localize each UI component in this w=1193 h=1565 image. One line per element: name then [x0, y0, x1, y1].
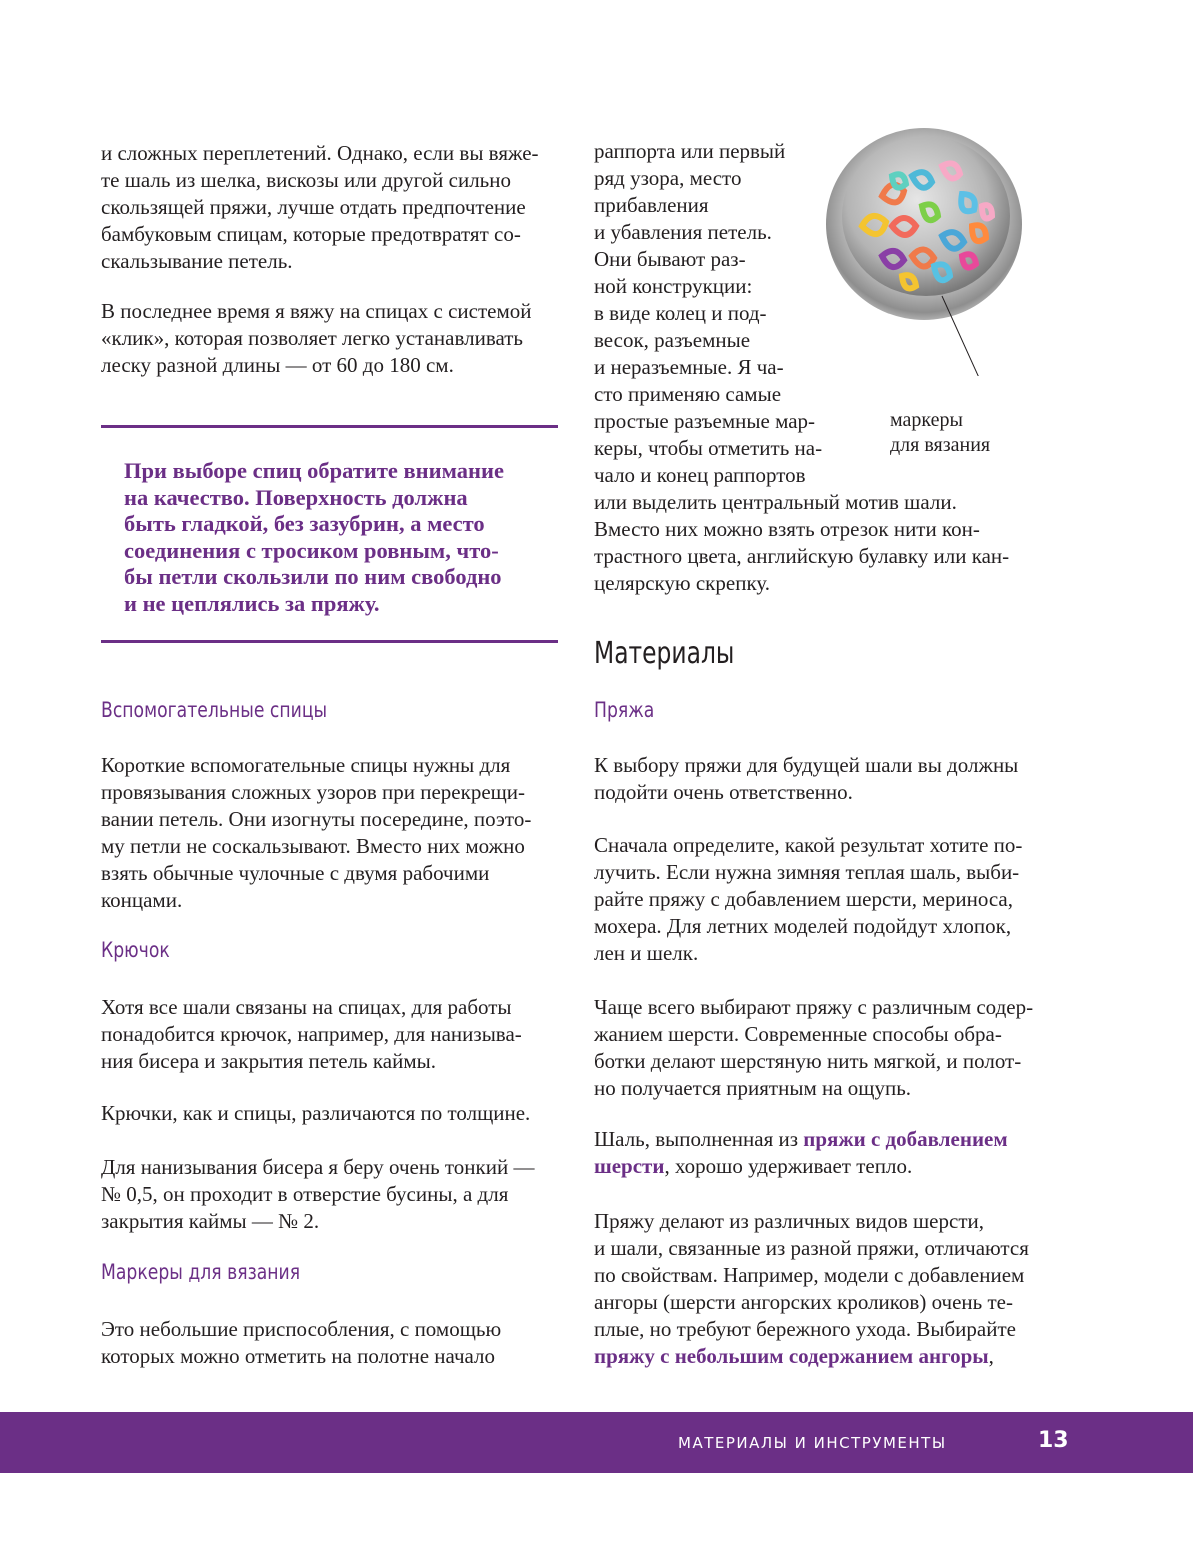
stitch-markers-bowl-photo [822, 106, 1022, 376]
wool-yarn-link[interactable]: пряжи с добавлением [803, 1127, 1008, 1151]
yarn-wool-paragraph: Чаще всего выбирают пряжу с различным содер- жанием шерсти. Современные способы обра- ботки делают шерстяную нить мягкой, и полот- но получается приятным на ощупь. [594, 995, 1034, 1100]
callout-top-rule [101, 425, 558, 428]
heading-yarn: Пряжа [594, 698, 655, 722]
markers-paragraph: Это небольшие приспособления, с помощью которых можно отметить на полотне начало [101, 1317, 502, 1368]
page-number: 13 [1038, 1428, 1069, 1453]
markers-continued-wrap: раппорта или первый ряд узора, место прибавления и убавления петель. Они бывают раз- ной конструкции: в виде колец и под- весок, разъемные и неразъемные. Я ча- сто применяю самые простые разъемные мар- керы, чтобы отметить на- чало и конец раппортов или выделить центральный мотив шали. Вместо них можно взять отрезок нити кон- трастного цвета, английскую булавку или кан- целярскую скрепку. [594, 139, 1010, 595]
yarn-types-paragraph: Пряжу делают из различных видов шерсти, и шали, связанные из разной пряжи, отличаются по свойствам. Например, модели с добавлением ангоры (шерсти ангорских кроликов) очень те- плые, но требуют бережного ухода. Выбирайте пряжу с небольшим содержанием ангоры, [594, 1209, 1029, 1368]
yarn-intro-paragraph: К выбору пряжи для будущей шали вы должны подойти очень ответственно. [594, 753, 1019, 804]
hook-paragraph: Хотя все шали связаны на спицах, для работы понадобится крючок, например, для нанизыва- ния бисера и закрытия петель каймы. [101, 995, 522, 1073]
heading-materials: Материалы [594, 636, 735, 671]
hook-thickness-paragraph: Крючки, как и спицы, различаются по толщине. [101, 1101, 531, 1125]
angora-yarn-link[interactable]: пряжу с небольшим содержанием ангоры [594, 1344, 989, 1368]
heading-hook: Крючок [101, 938, 170, 962]
heading-auxiliary-needles: Вспомогательные спицы [101, 698, 328, 722]
click-needles-paragraph: В последнее время я вяжу на спицах с системой «клик», которая позволяет легко устанавливать леску разной длины — от 60 до 180 см. [101, 299, 532, 377]
bead-hook-paragraph: Для нанизывания бисера я беру очень тонкий — № 0,5, он проходит в отверстие бусины, а для закрытия каймы — № 2. [101, 1155, 535, 1233]
yarn-result-paragraph: Сначала определите, какой результат хотите по- лучить. Если нужна зимняя теплая шаль, выби- райте пряжу с добавлением шерсти, мериноса, мохера. Для летних моделей подойдут хлопок, лен и шелк. [594, 833, 1023, 965]
wool-yarn-link-cont[interactable]: шерсти [594, 1154, 665, 1178]
wool-shawl-paragraph: Шаль, выполненная из пряжи с добавлением шерсти, хорошо удерживает тепло. [594, 1127, 1008, 1178]
page-footer-band [0, 1412, 1193, 1473]
needle-quality-callout: При выборе спиц обратите внимание на качество. Поверхность должна быть гладкой, без зазубрин, а место соединения с тросиком ровным, что- бы петли скользили по ним свободно и не цеплялись за пряжу. [124, 458, 504, 616]
footer-section-title: МАТЕРИАЛЫ И ИНСТРУМЕНТЫ [678, 1434, 947, 1452]
left-intro-paragraph: и сложных переплетений. Однако, если вы вяже- те шаль из шелка, вискозы или другой сильно скользящей пряжи, лучше отдать предпочтение бамбуковым спицам, которые предотвратят со- скальзывание петель. [101, 141, 539, 273]
auxiliary-needles-paragraph: Короткие вспомогательные спицы нужны для провязывания сложных узоров при перекрещи- вании петель. Они изогнуты посередине, поэто- му петли не соскальзывают. Вместо них можно взять обычные чулочные с двумя рабочими концами. [101, 753, 532, 912]
heading-knitting-markers: Маркеры для вязания [101, 1260, 301, 1284]
callout-bottom-rule [101, 640, 558, 643]
photo-caption: маркеры для вязания [890, 409, 991, 456]
